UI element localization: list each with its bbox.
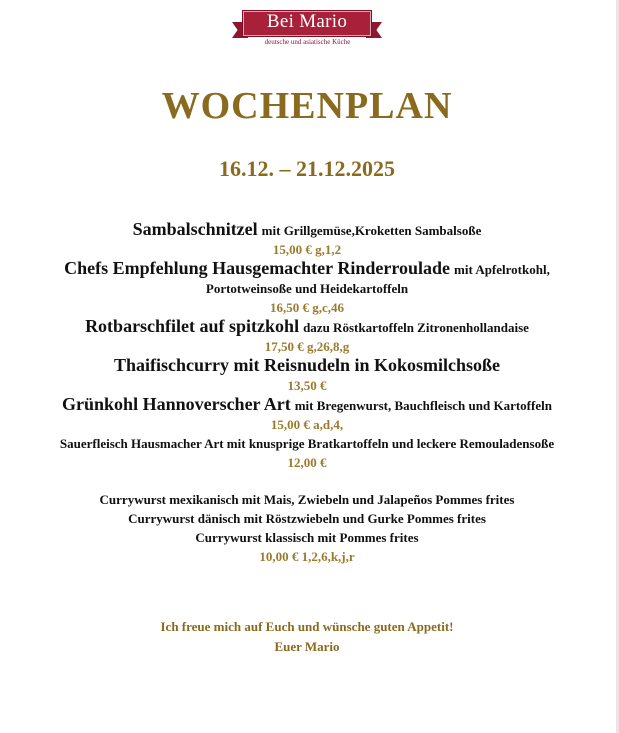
- logo-name: Bei Mario: [266, 11, 348, 32]
- currywurst-price: 10,00 € 1,2,6,k,j,r: [259, 549, 355, 564]
- closing-signature: Euer Mario: [274, 639, 340, 654]
- dish-description-continued: Portotweinsoße und Heidekartoffeln: [205, 281, 409, 296]
- currywurst-item: Currywurst klassisch mit Pommes frites: [195, 530, 419, 545]
- date-range: 16.12. – 21.12.2025: [219, 156, 395, 181]
- dish-price: 12,00 €: [287, 455, 327, 470]
- logo-tagline: deutsche und asiatische Küche: [264, 38, 351, 46]
- dish-description: dazu Röstkartoffeln Zitronenhollandaise: [303, 320, 529, 335]
- page-title: WOCHENPLAN: [161, 85, 453, 127]
- dish-line: [0, 317, 614, 337]
- dish-description: mit Apfelrotkohl,: [454, 262, 550, 277]
- dish-name: Sambalschnitzel: [132, 219, 258, 239]
- dish-line: [0, 259, 614, 279]
- dish-line: [0, 395, 614, 415]
- currywurst-item: Currywurst mexikanisch mit Mais, Zwiebeln und Jalapeños Pommes frites: [99, 492, 515, 507]
- dish-price: 13,50 €: [287, 378, 327, 393]
- dish-price: 15,00 € g,1,2: [272, 242, 342, 257]
- dish-description: mit Grillgemüse,Kroketten Sambalsoße: [261, 223, 482, 238]
- dish-name: Rotbarschfilet auf spitzkohl: [85, 316, 300, 336]
- dish-price: 15,00 € a,d,4,: [270, 417, 344, 432]
- restaurant-logo: [230, 8, 385, 50]
- dish-line: [0, 356, 614, 376]
- dish-price: 16,50 € g,c,46: [269, 300, 345, 315]
- closing-line: Ich freue mich auf Euch und wünsche guten Appetit!: [160, 619, 454, 634]
- currywurst-item: Currywurst dänisch mit Röstzwiebeln und Gurke Pommes frites: [128, 511, 486, 526]
- dish-name: Chefs Empfehlung Hausgemachter Rinderroulade: [64, 258, 451, 278]
- dish-description: mit Bregenwurst, Bauchfleisch und Kartoffeln: [294, 398, 552, 413]
- menu-list: [0, 220, 614, 566]
- section-spacer: [0, 472, 614, 490]
- dish-price: 17,50 € g,26,8,g: [264, 339, 350, 354]
- dish-description: Sauerfleisch Hausmacher Art mit knusprige Bratkartoffeln und leckere Remouladensoße: [59, 436, 555, 451]
- dish-line: [0, 220, 614, 240]
- dish-name: Thaifischcurry mit Reisnudeln in Kokosmilchsoße: [113, 355, 501, 375]
- dish-name: Grünkohl Hannoverscher Art: [62, 394, 291, 414]
- closing-message: [0, 617, 614, 657]
